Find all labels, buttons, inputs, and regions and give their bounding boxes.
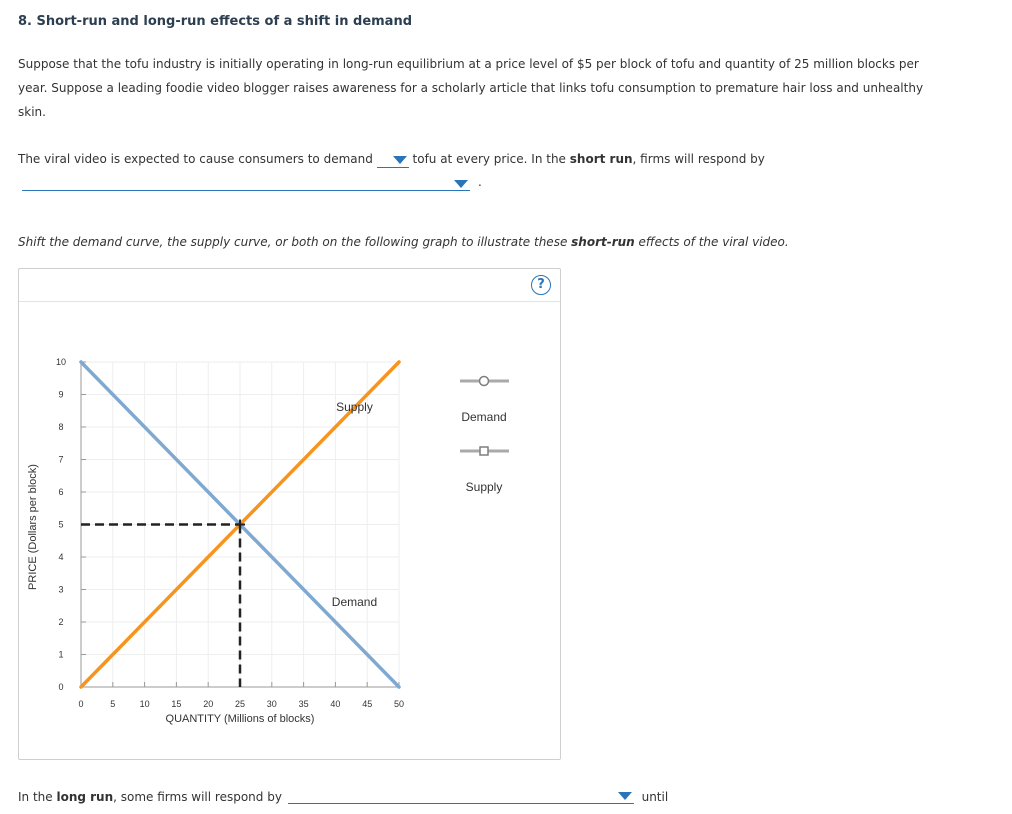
y-tick-label: 0	[58, 682, 64, 692]
q1-bold: short run	[569, 152, 633, 166]
x-tick-label: 30	[266, 699, 277, 709]
y-tick-label: 5	[58, 519, 64, 530]
scenario-text: Suppose that the tofu industry is initially operating in long-run equilibrium at a price level of $5 per block of tofu and quantity of 25 million blocks per year. Suppose a leading foodie video blogger raises awareness for a scholarly article that links tofu consumption to premature hair loss and unhealthy skin.	[18, 57, 924, 119]
dropdown-arrow-icon	[454, 180, 468, 188]
x-tick-label: 10	[139, 699, 150, 709]
short-run-response-dropdown[interactable]	[22, 176, 470, 191]
legend-supply-tool-handle[interactable]	[480, 447, 488, 455]
dropdown-arrow-icon	[393, 156, 407, 164]
y-tick-label: 8	[58, 422, 64, 432]
instruction-part1: Shift the demand curve, the supply curve, or both on the following graph to illustrate these	[18, 235, 572, 249]
y-tick-label: 2	[58, 617, 64, 627]
q3-bold: long run	[56, 790, 114, 804]
y-tick-label: 3	[58, 584, 64, 595]
question-1	[18, 150, 765, 168]
x-tick-label: 15	[171, 699, 182, 709]
y-tick-label: 4	[58, 552, 64, 562]
x-tick-label: 5	[110, 699, 116, 709]
help-icon[interactable]: ?	[531, 275, 551, 295]
x-tick-label: 50	[393, 699, 405, 709]
instruction-bold: short-run	[571, 235, 635, 249]
y-tick-label: 6	[58, 487, 64, 497]
q1-period: .	[478, 175, 482, 189]
graph-panel	[18, 268, 561, 760]
graph-instruction	[18, 235, 789, 249]
question-3	[18, 787, 668, 804]
supply-curve-label: Supply	[336, 399, 373, 414]
x-tick-label: 40	[330, 699, 341, 709]
x-tick-label: 0	[78, 699, 84, 709]
y-tick-label: 9	[58, 389, 64, 400]
y-tick-label: 10	[55, 357, 67, 367]
q3-suffix: until	[641, 790, 669, 804]
x-axis-label: QUANTITY (Millions of blocks)	[165, 713, 315, 725]
q1-middle: tofu at every price. In the	[412, 152, 570, 166]
legend-demand-tool-handle[interactable]	[480, 377, 489, 386]
y-tick-label: 7	[58, 454, 64, 465]
q1-suffix: , firms will respond by	[632, 152, 765, 166]
x-tick-label: 20	[203, 699, 214, 709]
q3-middle: , some firms will respond by	[113, 790, 282, 804]
question-title: 8. Short-run and long-run effects of a shift in demand	[18, 14, 413, 29]
instruction-part2: effects of the viral video.	[634, 235, 789, 249]
demand-change-dropdown[interactable]	[377, 151, 409, 168]
y-tick-label: 1	[58, 649, 64, 660]
demand-curve-label: Demand	[331, 594, 378, 609]
legend-supply-label: Supply	[465, 480, 503, 494]
q1-prefix: The viral video is expected to cause consumers to demand	[18, 152, 373, 166]
x-tick-label: 45	[362, 699, 373, 709]
y-axis-label: PRICE (Dollars per block)	[27, 464, 39, 590]
supply-demand-graph[interactable]	[19, 269, 560, 759]
x-tick-label: 35	[298, 699, 309, 709]
legend-demand-label: Demand	[461, 410, 507, 424]
long-run-response-dropdown[interactable]	[288, 787, 634, 804]
q3-prefix: In the	[18, 790, 57, 804]
dropdown-arrow-icon	[618, 792, 632, 800]
x-tick-label: 25	[234, 699, 246, 709]
